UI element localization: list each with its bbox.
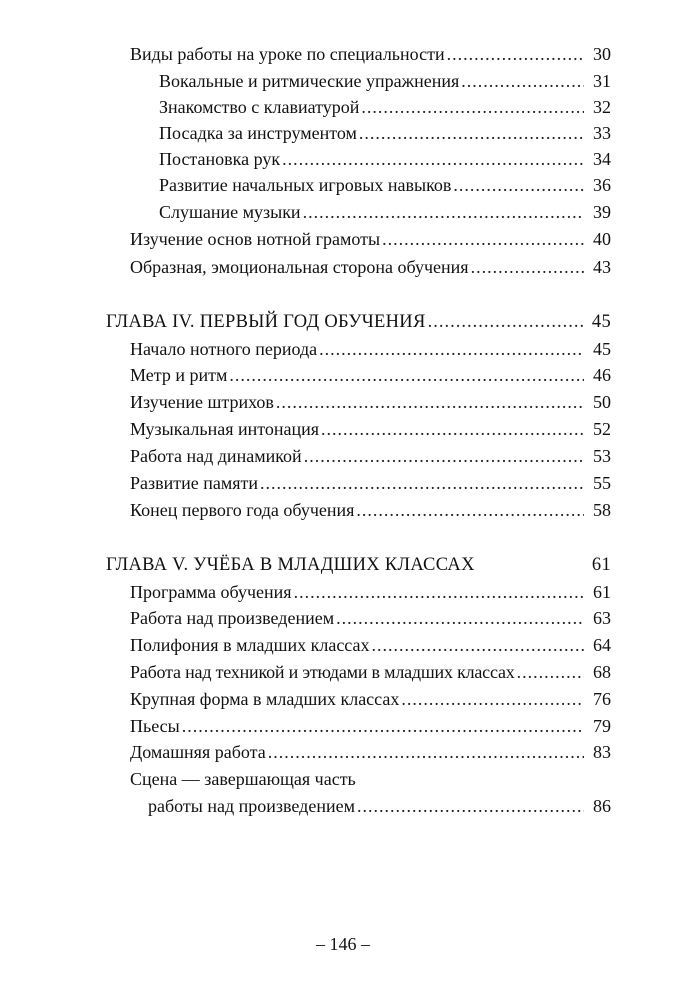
toc-entry-page: 50 [593, 392, 611, 412]
toc-entry-title: Посадка за инструментом [159, 123, 357, 143]
leader-dots [304, 443, 584, 469]
leader-dots [361, 94, 584, 120]
leader-dots [303, 199, 584, 225]
toc-entry-first-line: Сцена — завершающая часть [130, 769, 356, 789]
toc-entry-title: Музыкальная интонация [130, 419, 320, 439]
toc-entry-title: Крупная форма в младших классах [130, 689, 400, 709]
toc-entry-page: 40 [593, 229, 611, 249]
toc-entry-title: Вокальные и ритмические упражнения [159, 71, 460, 91]
toc-entry [130, 632, 611, 658]
chapter-title: ГЛАВА V. УЧЁБА В МЛАДШИХ КЛАССАХ [106, 555, 475, 575]
toc-entry-title: Знакомство с клавиатурой [159, 97, 360, 117]
leader-dots [357, 793, 584, 819]
toc-entry [159, 68, 611, 94]
toc-entry [159, 94, 611, 120]
leader-dots [372, 632, 584, 658]
toc-entry [130, 470, 611, 496]
toc-entry-title: Начало нотного периода [130, 339, 318, 359]
toc-entry [130, 713, 611, 739]
leader-dots [401, 686, 584, 712]
toc-entry-page: 36 [593, 175, 611, 195]
leader-dots [453, 172, 584, 198]
toc-entry-page: 32 [593, 97, 611, 117]
toc-entry-page: 68 [593, 662, 611, 682]
toc-entry-page: 86 [593, 796, 611, 816]
toc-entry [159, 146, 611, 172]
toc-entry-title: Конец первого года обучения [130, 500, 355, 520]
toc-entry-page: 58 [593, 500, 611, 520]
toc-entry-title: Виды работы на уроке по специальности [130, 44, 445, 64]
toc-entry [130, 389, 611, 415]
toc-entry-title: Постановка рук [159, 149, 281, 169]
chapter-page: 45 [591, 312, 611, 332]
leader-dots [321, 416, 584, 442]
toc-entry-title: Программа обучения [130, 582, 292, 602]
leader-dots [182, 713, 584, 739]
toc-entry-title: Работа над динамикой [130, 446, 302, 466]
toc-entry-title: Изучение штрихов [130, 392, 274, 412]
toc-entry [130, 362, 611, 388]
toc-entry-title: Метр и ритм [130, 365, 228, 385]
toc-entry [130, 659, 611, 685]
toc-entry [130, 605, 611, 631]
toc-entry [130, 443, 611, 469]
leader-dots [260, 470, 584, 496]
toc-entry-title: Образная, эмоциональная сторона обучения [130, 257, 469, 277]
toc-entry-page: 43 [593, 257, 611, 277]
toc-entry [130, 41, 611, 67]
toc-chapter [106, 552, 611, 578]
toc-entry [159, 199, 611, 225]
toc-entry-page: 39 [593, 202, 611, 222]
toc-entry-page: 52 [593, 419, 611, 439]
toc-entry-page: 55 [593, 473, 611, 493]
toc-entry-page: 30 [593, 44, 611, 64]
leader-dots [359, 120, 584, 146]
leader-dots [382, 226, 584, 252]
toc-entry [148, 793, 611, 819]
toc-entry-title: Домашняя работа [130, 742, 266, 762]
toc-entry [130, 226, 611, 252]
leader-dots [461, 68, 584, 94]
toc-entry-title: Развитие памяти [130, 473, 259, 493]
leader-dots [517, 659, 584, 685]
toc-entry [159, 172, 611, 198]
toc-entry-title: Слушание музыки [159, 202, 301, 222]
chapter-title: ГЛАВА IV. ПЕРВЫЙ ГОД ОБУЧЕНИЯ [106, 312, 426, 332]
toc-entry-title: Изучение основ нотной грамоты [130, 229, 381, 249]
toc-entry-title: Работа над произведением [130, 608, 335, 628]
leader-dots [276, 389, 584, 415]
toc-entry-page: 63 [593, 608, 611, 628]
toc-entry-page: 76 [593, 689, 611, 709]
toc-entry [130, 336, 611, 362]
leader-dots [447, 41, 584, 67]
toc-entry [159, 120, 611, 146]
toc-entry-title: Пьесы [130, 716, 180, 736]
leader-dots [229, 362, 584, 388]
toc-entry-title: Развитие начальных игровых навыков [159, 175, 452, 195]
leader-dots [356, 497, 584, 523]
toc-entry-title: Полифония в младших классах [130, 635, 370, 655]
toc-entry-page: 45 [593, 339, 611, 359]
toc-entry-title: работы над произведением [148, 796, 355, 816]
page-number: – 146 – [316, 934, 370, 954]
leader-dots [471, 254, 584, 280]
toc-entry-page: 46 [593, 365, 611, 385]
leader-dots [319, 336, 584, 362]
leader-dots [294, 579, 584, 605]
toc-entry [130, 686, 611, 712]
toc-entry [130, 416, 611, 442]
toc-entry-page: 64 [593, 635, 611, 655]
toc-chapter [106, 309, 611, 335]
toc-entry-page: 53 [593, 446, 611, 466]
toc-entry [130, 579, 611, 605]
toc-entry-page: 31 [593, 71, 611, 91]
leader-dots [428, 309, 584, 335]
toc-entry-page: 79 [593, 716, 611, 736]
toc-entry-page: 83 [593, 742, 611, 762]
toc-entry-page: 33 [593, 123, 611, 143]
toc-entry [130, 254, 611, 280]
toc-entry-page: 61 [593, 582, 611, 602]
toc-entry [130, 739, 611, 765]
leader-dots [268, 739, 584, 765]
toc-entry-page: 34 [593, 149, 611, 169]
toc-entry [130, 497, 611, 523]
leader-dots [336, 605, 584, 631]
toc-entry-title: Работа над техникой и этюдами в младших классах [130, 662, 515, 682]
chapter-page: 61 [591, 555, 611, 575]
leader-dots [282, 146, 584, 172]
